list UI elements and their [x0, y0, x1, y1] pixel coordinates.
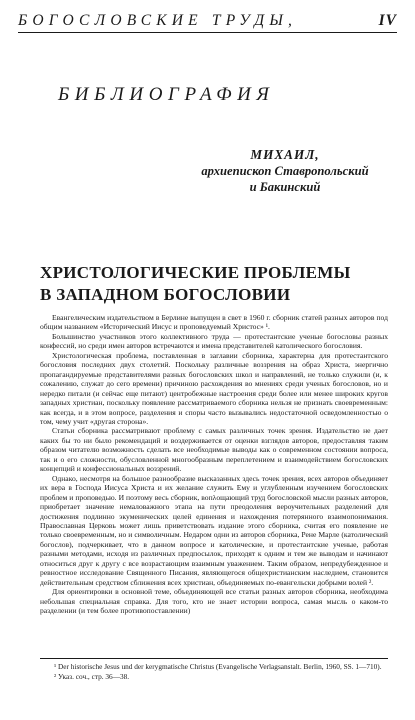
volume-number: IV	[378, 12, 397, 29]
paragraph: Большинство участников этого коллективного труда — протестантские ученые богословы разных конфессий, но среди имен авторов встречаются и имена представителей католического богословия.	[40, 331, 388, 351]
author-title-line2: и Бакинский	[249, 180, 321, 194]
article-title	[40, 262, 380, 306]
article-body	[40, 313, 388, 616]
paragraph: Христологическая проблема, поставленная в заглавии сборника, характерна для протестантского богословия последних двух столетий. Поскольку различные воззрения на образ Христа, энергично пропагандируемые представителями разных богословских школ и направлений, не только служили (и, к сожалению, служат до сего времени) причиною расхождения во мнениях среди ученых богословов, но и нередко питали (и сейчас еще питают) центробежные настроения среди более или менее широких кругов западных христиан, поскольку появление рассматриваемого сборника нельзя не признать своевременным: как всегда, и в этом вопросе, разделения и споры часто вызывались недостаточной осведомленностью о том, чему учит «другая сторона».	[40, 350, 388, 426]
author-title-line1: архиепископ Ставропольский	[201, 164, 369, 178]
footnotes	[40, 658, 388, 681]
author-block	[185, 147, 385, 195]
footnote: ² Указ. соч., стр. 36—38.	[54, 671, 130, 681]
paragraph: Для ориентировки в основной теме, объединяющей все статьи разных авторов сборника, необходима небольшая специальная справка. Для того, кто не знает истории вопроса, самая мысль о каком-то разделении (и тем более противопоставлении)	[40, 587, 388, 616]
footnote: ¹ Der historische Jesus und der kerygmatische Christus (Evangelische Verlagsanstalt. Berlin, 1960, SS. 1—710).	[54, 662, 382, 671]
paragraph: Евангелическим издательством в Берлине выпущен в свет в 1960 г. сборник статей разных авторов под общим названием «Исторический Иисус и проповедуемый Христос» ¹.	[40, 313, 388, 332]
author-name: МИХАИЛ,	[250, 147, 320, 162]
article-title-line2: В ЗАПАДНОМ БОГОСЛОВИИ	[40, 285, 291, 304]
paragraph: Однако, несмотря на большое разнообразие высказанных здесь точек зрения, всех авторов объединяет их вера в Господа Иисуса Христа и их желание служить Ему и углубленным изучением богословских проблем и проповедью. И поэтому весь сборник, вопλощающий труд богословской мысли разных авторов, приобретает значение немаловажного этапа на пути преодоления вероучительных разделений для достижения подлинно экуменических целей единения и нахождения потерянного взаимопонимания. Православная Церковь может лишь приветствовать издание этого сборника, считая его появление не только своевременным, но и символичным. Недаром одни из авторов сборника, Рене Марле (католический богослов), подчеркивает, что в данном вопросе и католические, и протестантские ученые, работая разными методами, исходя из различных предпосылок, приходят к одним и тем же выводам и начинают относиться друг к другу с все возрастающим взаимным уважением. Таким образом, непредубежденное и ревностное исследование Священного Писания, являющегося общехристианским наследием, становится действительным средством сближения всех христиан, объединяемых по-евангельски добрыми волей ².	[40, 473, 388, 587]
section-title: БИБЛИОГРАФИЯ	[58, 84, 275, 105]
running-head	[18, 6, 397, 33]
article-title-line1: ХРИСТОЛОГИЧЕСКИЕ ПРОБЛЕМЫ	[40, 263, 351, 282]
journal-title: БОГОСЛОВСКИЕ ТРУДЫ,	[18, 12, 298, 29]
paragraph: Статьи сборника рассматривают проблему с самых различных точек зрения. Издательство не дает каких бы то ни было рекомендаций и воздерживается от оценки взглядов авторов, предоставляя таким образом читателю возможность сделать все необходимые выводы как о современном состоянии вопроса, так и о его сложности, обусловленной многообразным переплетением и взаимодействием богословских концепций и конфессиональных воззрений.	[40, 426, 388, 474]
